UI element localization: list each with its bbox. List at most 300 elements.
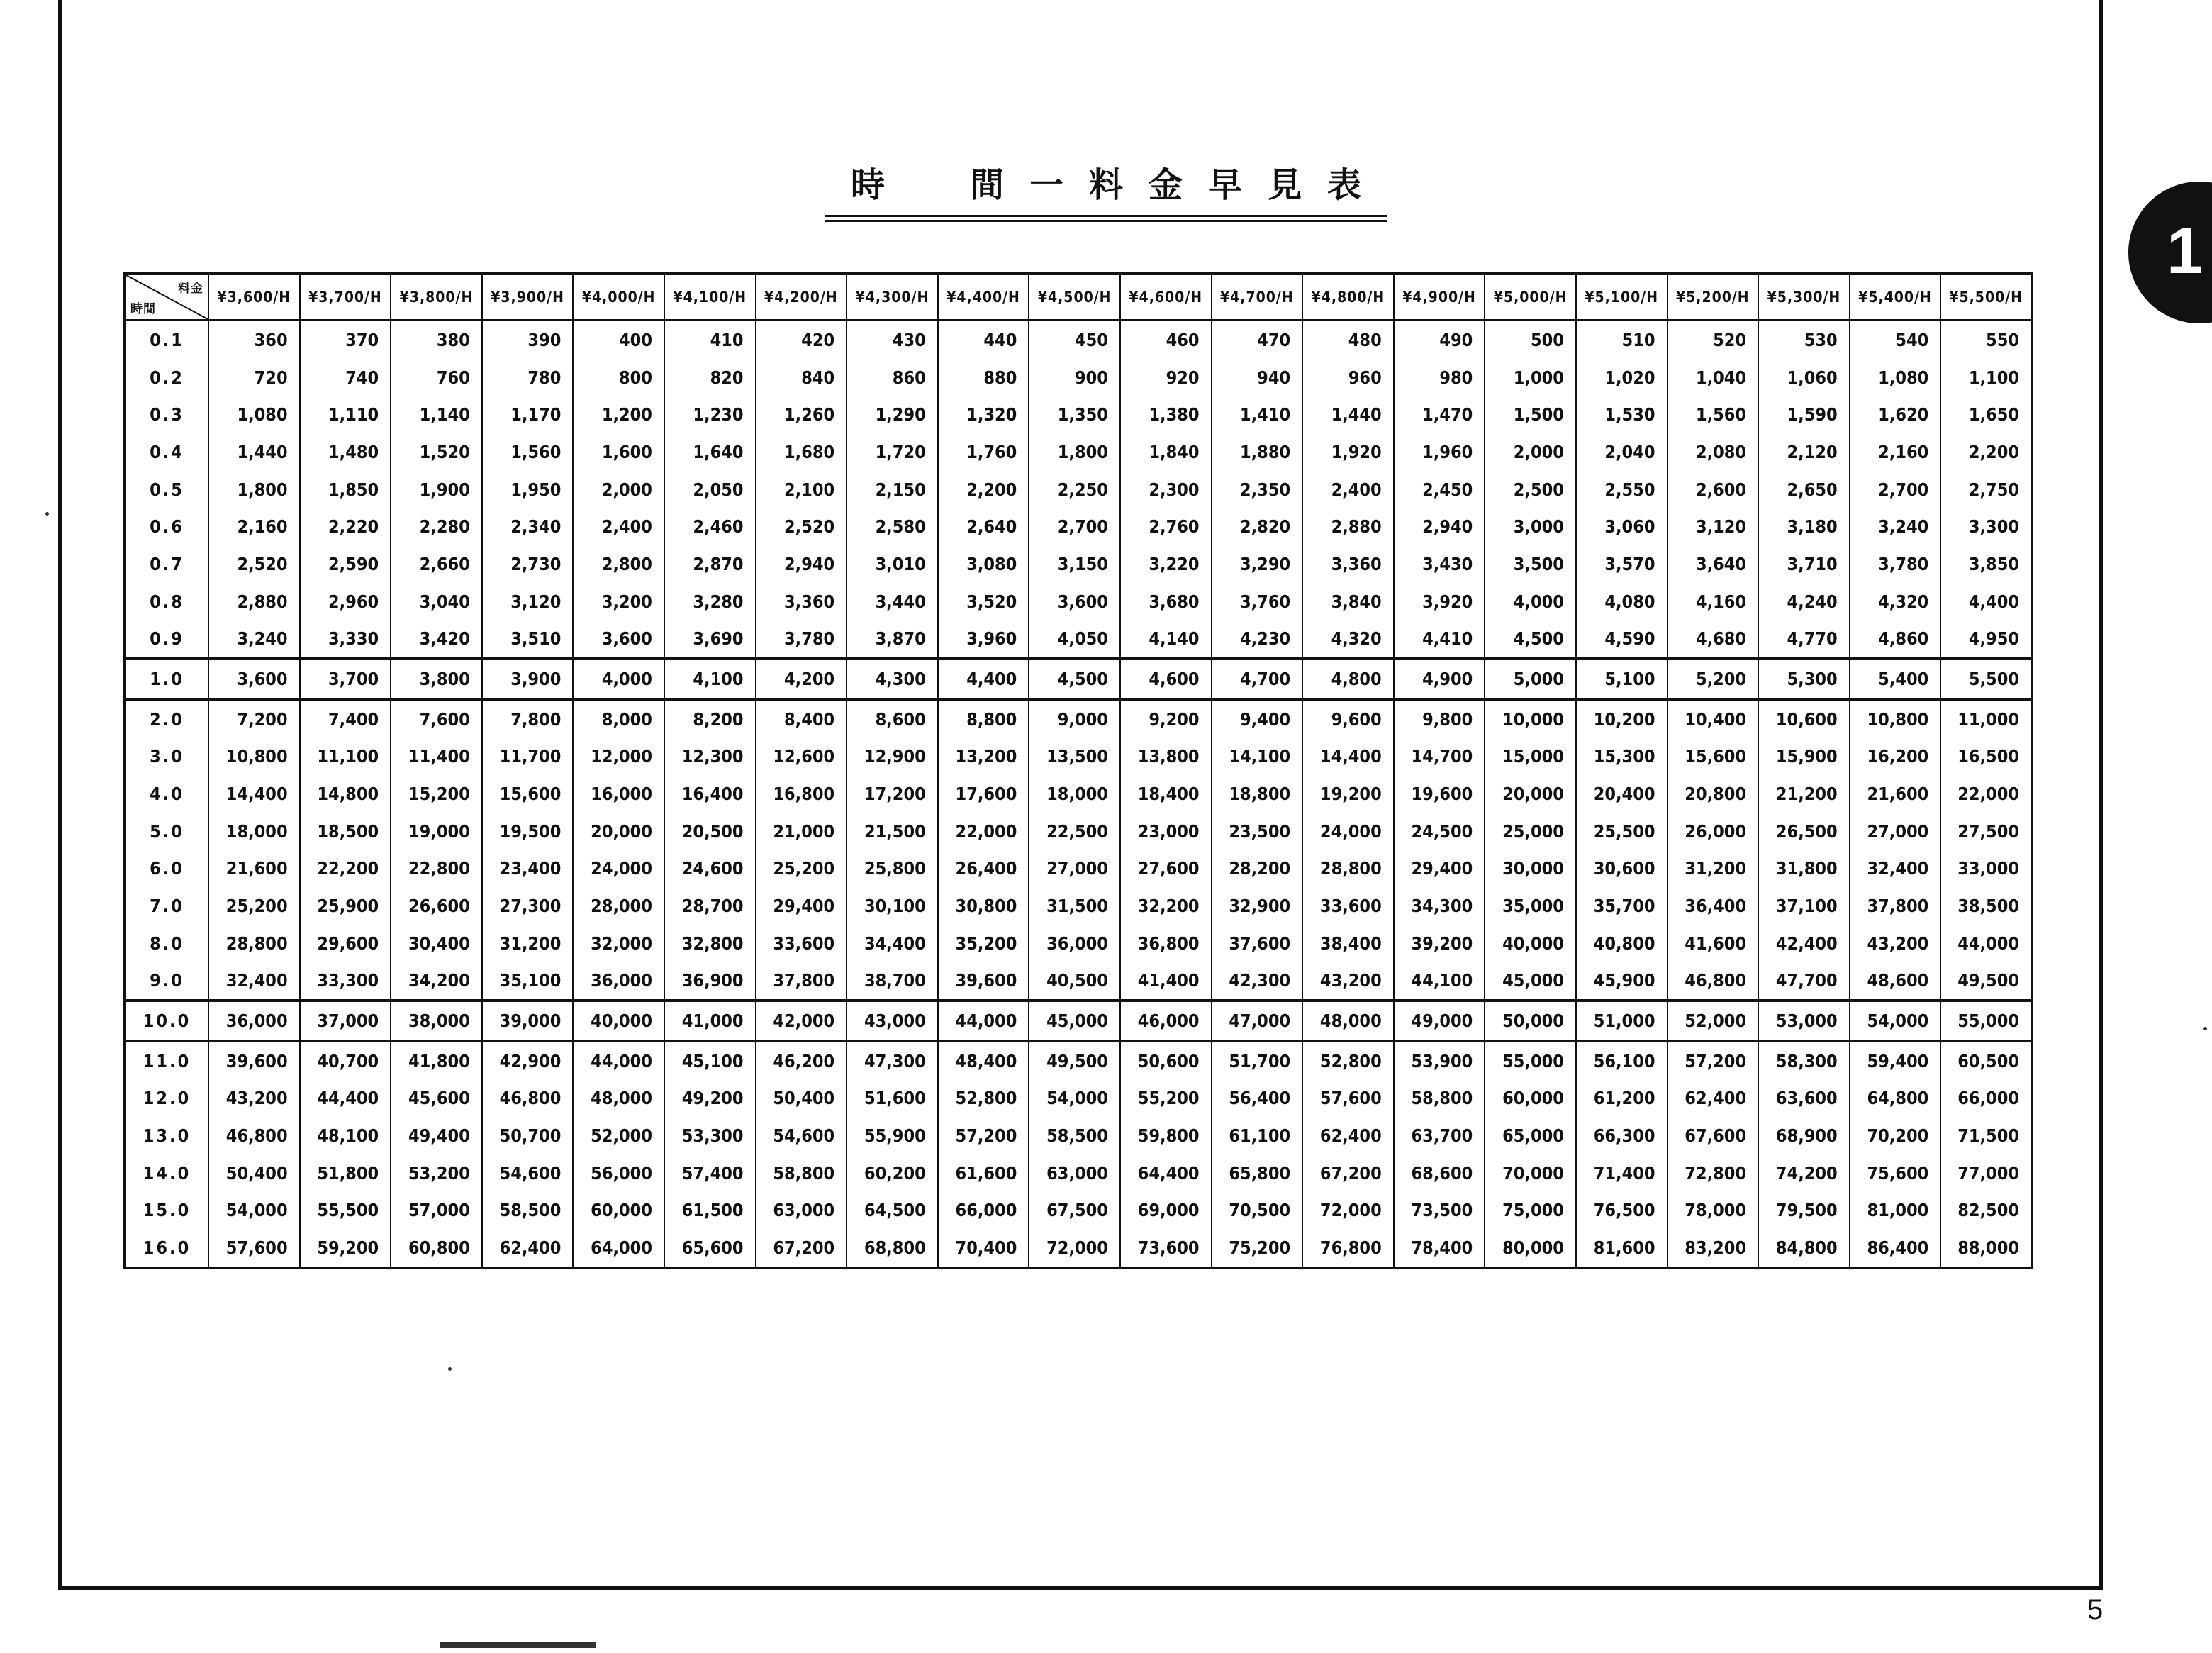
fee-cell: 2,400: [1302, 471, 1394, 508]
fee-cell: 3,780: [1850, 545, 1941, 583]
fee-cell: 25,000: [1485, 813, 1576, 850]
fee-cell: 2,730: [482, 545, 574, 583]
fee-cell: 33,600: [756, 925, 847, 962]
fee-cell: 3,960: [938, 620, 1029, 659]
fee-cell: 1,560: [1668, 396, 1759, 433]
fee-cell: 12,600: [756, 738, 847, 775]
fee-cell: 2,600: [1668, 471, 1759, 508]
fee-cell: 2,300: [1120, 471, 1212, 508]
fee-cell: 1,110: [300, 396, 391, 433]
fee-cell: 15,600: [482, 775, 574, 813]
fee-cell: 16,500: [1940, 738, 2032, 775]
fee-cell: 4,320: [1850, 583, 1941, 620]
fee-cell: 44,100: [1394, 962, 1485, 1001]
fee-cell: 1,380: [1120, 396, 1212, 433]
fee-cell: 5,200: [1668, 659, 1759, 699]
fee-cell: 22,000: [938, 813, 1029, 850]
fee-cell: 13,500: [1029, 738, 1120, 775]
rate-header-cell: ¥5,500/H: [1940, 274, 2032, 321]
fee-cell: 1,800: [1029, 433, 1120, 471]
fee-cell: 14,400: [208, 775, 300, 813]
fee-cell: 2,960: [300, 583, 391, 620]
rate-header-cell: ¥4,600/H: [1120, 274, 1212, 321]
fee-cell: 45,000: [1029, 1001, 1120, 1041]
fee-cell: 73,500: [1394, 1191, 1485, 1229]
fee-cell: 3,300: [1940, 508, 2032, 545]
fee-cell: 54,600: [756, 1117, 847, 1154]
fee-cell: 35,000: [1485, 887, 1576, 925]
rate-header-cell: ¥4,200/H: [756, 274, 847, 321]
fee-cell: 46,800: [208, 1117, 300, 1154]
fee-cell: 49,000: [1394, 1001, 1485, 1041]
fee-cell: 3,690: [664, 620, 756, 659]
fee-cell: 48,000: [1302, 1001, 1394, 1041]
fee-cell: 2,520: [208, 545, 300, 583]
fee-cell: 2,460: [664, 508, 756, 545]
time-cell: 0.8: [125, 583, 208, 620]
fee-cell: 56,000: [573, 1154, 664, 1192]
fee-cell: 39,600: [938, 962, 1029, 1001]
time-cell: 14.0: [125, 1154, 208, 1192]
fee-cell: 22,500: [1029, 813, 1120, 850]
fee-cell: 3,240: [208, 620, 300, 659]
fee-cell: 44,400: [300, 1079, 391, 1117]
corner-label-time: 時間: [130, 302, 156, 316]
fee-cell: 1,470: [1394, 396, 1485, 433]
time-cell: 0.6: [125, 508, 208, 545]
fee-cell: 46,800: [1668, 962, 1759, 1001]
fee-cell: 1,530: [1576, 396, 1668, 433]
fee-cell: 66,000: [1940, 1079, 2032, 1117]
fee-cell: 4,600: [1120, 659, 1212, 699]
fee-cell: 10,600: [1758, 699, 1850, 738]
fee-cell: 22,000: [1940, 775, 2032, 813]
fee-cell: 3,760: [1212, 583, 1303, 620]
fee-cell: 32,400: [1850, 850, 1941, 887]
fee-cell: 57,400: [664, 1154, 756, 1192]
fee-cell: 3,920: [1394, 583, 1485, 620]
fee-cell: 67,200: [756, 1229, 847, 1268]
rate-header-cell: ¥4,000/H: [573, 274, 664, 321]
fee-cell: 11,700: [482, 738, 574, 775]
fee-cell: 360: [208, 321, 300, 359]
rate-header-cell: ¥3,700/H: [300, 274, 391, 321]
fee-cell: 3,220: [1120, 545, 1212, 583]
fee-cell: 52,000: [573, 1117, 664, 1154]
fee-cell: 1,410: [1212, 396, 1303, 433]
fee-cell: 3,600: [208, 659, 300, 699]
fee-cell: 840: [756, 359, 847, 396]
fee-cell: 8,800: [938, 699, 1029, 738]
fee-cell: 58,800: [756, 1154, 847, 1192]
fee-cell: 9,800: [1394, 699, 1485, 738]
fee-cell: 4,300: [847, 659, 938, 699]
table-row: [125, 508, 2032, 545]
fee-cell: 68,900: [1758, 1117, 1850, 1154]
fee-cell: 2,650: [1758, 471, 1850, 508]
fee-cell: 4,590: [1576, 620, 1668, 659]
fee-cell: 46,000: [1120, 1001, 1212, 1041]
table-row: [125, 396, 2032, 433]
fee-cell: 3,000: [1485, 508, 1576, 545]
fee-cell: 36,000: [573, 962, 664, 1001]
fee-cell: 4,400: [938, 659, 1029, 699]
fee-cell: 8,200: [664, 699, 756, 738]
fee-cell: 17,200: [847, 775, 938, 813]
time-cell: 0.1: [125, 321, 208, 359]
fee-cell: 32,000: [573, 925, 664, 962]
rate-header-cell: ¥5,400/H: [1850, 274, 1941, 321]
fee-cell: 1,200: [573, 396, 664, 433]
table-corner-cell: [125, 274, 208, 321]
fee-cell: 28,800: [208, 925, 300, 962]
fee-cell: 60,800: [391, 1229, 482, 1268]
fee-cell: 3,360: [756, 583, 847, 620]
fee-cell: 4,900: [1394, 659, 1485, 699]
fee-cell: 5,000: [1485, 659, 1576, 699]
time-cell: 10.0: [125, 1001, 208, 1041]
fee-cell: 33,000: [1940, 850, 2032, 887]
fee-cell: 1,650: [1940, 396, 2032, 433]
fee-cell: 43,000: [847, 1001, 938, 1041]
fee-cell: 1,230: [664, 396, 756, 433]
fee-cell: 74,200: [1758, 1154, 1850, 1192]
fee-cell: 4,320: [1302, 620, 1394, 659]
table-row: [125, 962, 2032, 1001]
fee-cell: 62,400: [482, 1229, 574, 1268]
fee-cell: 1,850: [300, 471, 391, 508]
fee-cell: 58,500: [482, 1191, 574, 1229]
fee-cell: 20,400: [1576, 775, 1668, 813]
fee-cell: 79,500: [1758, 1191, 1850, 1229]
fee-cell: 27,600: [1120, 850, 1212, 887]
fee-cell: 720: [208, 359, 300, 396]
fee-cell: 18,400: [1120, 775, 1212, 813]
fee-cell: 4,160: [1668, 583, 1759, 620]
rate-header-cell: ¥4,400/H: [938, 274, 1029, 321]
page-title: 時 間一料金早見表: [825, 157, 1387, 217]
fee-cell: 3,120: [1668, 508, 1759, 545]
fee-cell: 940: [1212, 359, 1303, 396]
fee-cell: 2,340: [482, 508, 574, 545]
fee-cell: 68,800: [847, 1229, 938, 1268]
fee-cell: 2,250: [1029, 471, 1120, 508]
fee-cell: 42,000: [756, 1001, 847, 1041]
fee-cell: 520: [1668, 321, 1759, 359]
fee-cell: 4,400: [1940, 583, 2032, 620]
fee-cell: 24,600: [664, 850, 756, 887]
fee-cell: 1,680: [756, 433, 847, 471]
rate-header-cell: ¥4,900/H: [1394, 274, 1485, 321]
fee-cell: 20,800: [1668, 775, 1759, 813]
fee-cell: 83,200: [1668, 1229, 1759, 1268]
fee-cell: 3,200: [573, 583, 664, 620]
fee-cell: 67,200: [1302, 1154, 1394, 1192]
fee-cell: 4,860: [1850, 620, 1941, 659]
rate-header-cell: ¥4,500/H: [1029, 274, 1120, 321]
fee-cell: 50,000: [1485, 1001, 1576, 1041]
fee-cell: 53,300: [664, 1117, 756, 1154]
fee-cell: 31,500: [1029, 887, 1120, 925]
fee-cell: 65,800: [1212, 1154, 1303, 1192]
fee-cell: 45,900: [1576, 962, 1668, 1001]
fee-cell: 2,000: [573, 471, 664, 508]
fee-cell: 3,080: [938, 545, 1029, 583]
fee-cell: 36,800: [1120, 925, 1212, 962]
fee-cell: 1,590: [1758, 396, 1850, 433]
fee-cell: 26,000: [1668, 813, 1759, 850]
fee-cell: 71,400: [1576, 1154, 1668, 1192]
time-cell: 3.0: [125, 738, 208, 775]
fee-cell: 1,440: [1302, 396, 1394, 433]
fee-cell: 2,880: [208, 583, 300, 620]
fee-cell: 59,800: [1120, 1117, 1212, 1154]
fee-cell: 51,800: [300, 1154, 391, 1192]
time-cell: 8.0: [125, 925, 208, 962]
fee-cell: 2,940: [756, 545, 847, 583]
fee-cell: 55,900: [847, 1117, 938, 1154]
fee-cell: 25,900: [300, 887, 391, 925]
table-row: [125, 433, 2032, 471]
fee-cell: 1,800: [208, 471, 300, 508]
fee-cell: 57,000: [391, 1191, 482, 1229]
fee-cell: 2,400: [573, 508, 664, 545]
fee-cell: 28,700: [664, 887, 756, 925]
fee-cell: 4,770: [1758, 620, 1850, 659]
fee-cell: 7,400: [300, 699, 391, 738]
fee-cell: 57,200: [1668, 1041, 1759, 1080]
fee-cell: 37,100: [1758, 887, 1850, 925]
fee-cell: 3,640: [1668, 545, 1759, 583]
fee-cell: 1,520: [391, 433, 482, 471]
fee-cell: 3,060: [1576, 508, 1668, 545]
fee-cell: 40,800: [1576, 925, 1668, 962]
fee-cell: 2,870: [664, 545, 756, 583]
fee-cell: 58,800: [1394, 1079, 1485, 1117]
rate-header-cell: ¥3,900/H: [482, 274, 574, 321]
fee-cell: 42,900: [482, 1041, 574, 1080]
time-cell: 16.0: [125, 1229, 208, 1268]
fee-cell: 480: [1302, 321, 1394, 359]
fee-cell: 1,600: [573, 433, 664, 471]
fee-cell: 67,500: [1029, 1191, 1120, 1229]
fee-cell: 43,200: [1302, 962, 1394, 1001]
fee-cell: 900: [1029, 359, 1120, 396]
fee-cell: 1,440: [208, 433, 300, 471]
fee-cell: 61,600: [938, 1154, 1029, 1192]
rate-header-cell: ¥5,100/H: [1576, 274, 1668, 321]
fee-cell: 53,000: [1758, 1001, 1850, 1041]
rate-header-cell: ¥5,000/H: [1485, 274, 1576, 321]
fee-cell: 51,600: [847, 1079, 938, 1117]
fee-cell: 1,040: [1668, 359, 1759, 396]
fee-cell: 56,400: [1212, 1079, 1303, 1117]
fee-cell: 16,800: [756, 775, 847, 813]
time-cell: 11.0: [125, 1041, 208, 1080]
fee-cell: 500: [1485, 321, 1576, 359]
fee-cell: 46,200: [756, 1041, 847, 1080]
fee-cell: 41,800: [391, 1041, 482, 1080]
fee-cell: 39,600: [208, 1041, 300, 1080]
fee-cell: 24,000: [573, 850, 664, 887]
fee-cell: 3,430: [1394, 545, 1485, 583]
fee-cell: 43,200: [208, 1079, 300, 1117]
fee-cell: 3,180: [1758, 508, 1850, 545]
fee-cell: 470: [1212, 321, 1303, 359]
fee-cell: 2,550: [1576, 471, 1668, 508]
fee-cell: 1,320: [938, 396, 1029, 433]
fee-cell: 78,000: [1668, 1191, 1759, 1229]
fee-cell: 3,600: [573, 620, 664, 659]
fee-cell: 2,200: [938, 471, 1029, 508]
table-row: [125, 545, 2032, 583]
fee-cell: 5,500: [1940, 659, 2032, 699]
table-row: [125, 1079, 2032, 1117]
fee-cell: 8,400: [756, 699, 847, 738]
fee-cell: 3,150: [1029, 545, 1120, 583]
fee-cell: 66,000: [938, 1191, 1029, 1229]
fee-cell: 75,000: [1485, 1191, 1576, 1229]
fee-cell: 34,400: [847, 925, 938, 962]
fee-cell: 11,000: [1940, 699, 2032, 738]
fee-cell: 760: [391, 359, 482, 396]
fee-cell: 20,500: [664, 813, 756, 850]
fee-cell: 14,800: [300, 775, 391, 813]
fee-cell: 920: [1120, 359, 1212, 396]
fee-cell: 9,400: [1212, 699, 1303, 738]
fee-cell: 4,200: [756, 659, 847, 699]
fee-cell: 1,840: [1120, 433, 1212, 471]
fee-cell: 3,280: [664, 583, 756, 620]
fee-cell: 18,500: [300, 813, 391, 850]
fee-cell: 1,880: [1212, 433, 1303, 471]
table-row: [125, 1117, 2032, 1154]
fee-cell: 1,060: [1758, 359, 1850, 396]
fee-cell: 3,290: [1212, 545, 1303, 583]
fee-cell: 23,400: [482, 850, 574, 887]
fee-cell: 54,000: [1029, 1079, 1120, 1117]
fee-cell: 10,200: [1576, 699, 1668, 738]
fee-cell: 1,720: [847, 433, 938, 471]
fee-cell: 2,220: [300, 508, 391, 545]
fee-cell: 4,240: [1758, 583, 1850, 620]
fee-cell: 25,200: [208, 887, 300, 925]
fee-cell: 980: [1394, 359, 1485, 396]
fee-cell: 2,350: [1212, 471, 1303, 508]
fee-cell: 5,400: [1850, 659, 1941, 699]
fee-cell: 2,280: [391, 508, 482, 545]
fee-cell: 50,400: [756, 1079, 847, 1117]
fee-cell: 88,000: [1940, 1229, 2032, 1268]
fee-cell: 2,500: [1485, 471, 1576, 508]
fee-cell: 70,200: [1850, 1117, 1941, 1154]
time-cell: 13.0: [125, 1117, 208, 1154]
fee-cell: 3,010: [847, 545, 938, 583]
fee-cell: 55,200: [1120, 1079, 1212, 1117]
fee-cell: 17,600: [938, 775, 1029, 813]
fee-cell: 400: [573, 321, 664, 359]
table-row: [125, 1041, 2032, 1080]
time-cell: 0.2: [125, 359, 208, 396]
fee-cell: 4,140: [1120, 620, 1212, 659]
fee-cell: 21,500: [847, 813, 938, 850]
table-row: [125, 620, 2032, 659]
time-cell: 5.0: [125, 813, 208, 850]
fee-cell: 36,000: [208, 1001, 300, 1041]
fee-cell: 37,800: [756, 962, 847, 1001]
fee-cell: 50,700: [482, 1117, 574, 1154]
fee-cell: 29,400: [756, 887, 847, 925]
fee-cell: 84,800: [1758, 1229, 1850, 1268]
fee-cell: 36,000: [1029, 925, 1120, 962]
scan-speck: [45, 512, 49, 516]
fee-cell: 52,000: [1668, 1001, 1759, 1041]
fee-cell: 880: [938, 359, 1029, 396]
fee-cell: 1,480: [300, 433, 391, 471]
fee-cell: 70,400: [938, 1229, 1029, 1268]
fee-cell: 34,300: [1394, 887, 1485, 925]
fee-cell: 3,840: [1302, 583, 1394, 620]
fee-cell: 45,000: [1485, 962, 1576, 1001]
fee-cell: 7,800: [482, 699, 574, 738]
fee-cell: 76,500: [1576, 1191, 1668, 1229]
time-cell: 0.4: [125, 433, 208, 471]
fee-cell: 60,500: [1940, 1041, 2032, 1080]
table-row: [125, 775, 2032, 813]
table-row: [125, 583, 2032, 620]
fee-cell: 15,000: [1485, 738, 1576, 775]
fee-cell: 68,600: [1394, 1154, 1485, 1192]
fee-cell: 77,000: [1940, 1154, 2032, 1192]
fee-cell: 36,400: [1668, 887, 1759, 925]
fee-cell: 50,600: [1120, 1041, 1212, 1080]
fee-cell: 2,760: [1120, 508, 1212, 545]
fee-cell: 62,400: [1302, 1117, 1394, 1154]
fee-cell: 62,400: [1668, 1079, 1759, 1117]
fee-cell: 19,500: [482, 813, 574, 850]
fee-cell: 45,100: [664, 1041, 756, 1080]
table-row: [125, 813, 2032, 850]
fee-cell: 39,200: [1394, 925, 1485, 962]
fee-cell: 54,000: [1850, 1001, 1941, 1041]
fee-cell: 9,200: [1120, 699, 1212, 738]
fee-cell: 44,000: [1940, 925, 2032, 962]
fee-cell: 4,800: [1302, 659, 1394, 699]
scan-speck: [2203, 1027, 2207, 1030]
fee-cell: 52,800: [938, 1079, 1029, 1117]
fee-cell: 4,100: [664, 659, 756, 699]
fee-cell: 2,120: [1758, 433, 1850, 471]
fee-cell: 3,330: [300, 620, 391, 659]
table-row: [125, 699, 2032, 738]
fee-cell: 59,400: [1850, 1041, 1941, 1080]
fee-cell: 47,300: [847, 1041, 938, 1080]
fee-cell: 2,040: [1576, 433, 1668, 471]
fee-cell: 33,600: [1302, 887, 1394, 925]
fee-cell: 2,820: [1212, 508, 1303, 545]
fee-cell: 14,400: [1302, 738, 1394, 775]
fee-cell: 3,510: [482, 620, 574, 659]
fee-cell: 4,410: [1394, 620, 1485, 659]
time-cell: 9.0: [125, 962, 208, 1001]
fee-cell: 23,500: [1212, 813, 1303, 850]
fee-cell: 740: [300, 359, 391, 396]
fee-cell: 3,520: [938, 583, 1029, 620]
fee-cell: 2,660: [391, 545, 482, 583]
fee-cell: 15,900: [1758, 738, 1850, 775]
rate-header-cell: ¥4,700/H: [1212, 274, 1303, 321]
rate-header-cell: ¥5,200/H: [1668, 274, 1759, 321]
